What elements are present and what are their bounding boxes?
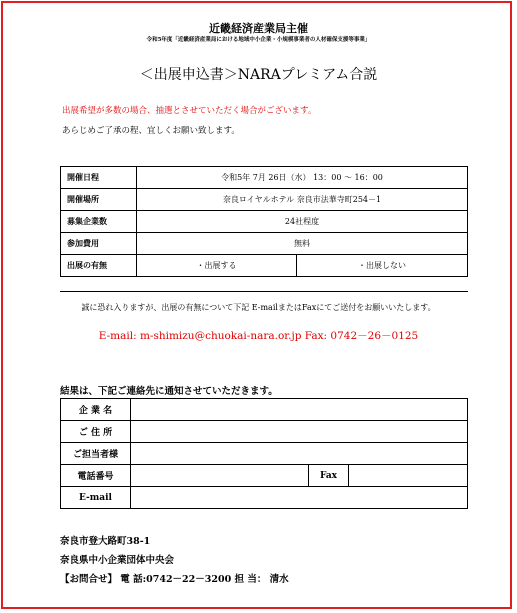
contact-line: E-mail: m-shimizu@chuokai-nara.or.jp Fax: 0742－26－0125: [98, 330, 419, 342]
lottery-warning: 出展希望が多数の場合、抽選とさせていただく場合がございます。: [62, 106, 317, 116]
person-label: ご担当者様: [61, 443, 131, 465]
table-row: [61, 255, 468, 277]
person-field[interactable]: [131, 443, 468, 465]
company-field[interactable]: [131, 399, 468, 421]
table-row: [61, 211, 468, 233]
date-value: 令和5年 7月 26日（水） 13：00 ～ 16：00: [137, 167, 468, 189]
request-note: 誠に恐れ入りますが、出展の有無について下記 E-mailまたはFaxにてご送付をお願いいたします。: [81, 303, 436, 312]
company-label: 企 業 名: [61, 399, 131, 421]
fee-value: 無料: [137, 233, 468, 255]
organizer: 近畿経済産業局主催: [209, 22, 308, 35]
phone-label: 電話番号: [61, 465, 131, 487]
table-row: [61, 421, 468, 443]
table-row: [61, 443, 468, 465]
divider: [60, 291, 468, 292]
email-field[interactable]: [131, 487, 468, 509]
date-label: 開催日程: [61, 167, 137, 189]
attend-label: 出展の有無: [61, 255, 137, 277]
table-row: [61, 233, 468, 255]
notify-text: 結果は、下記ご連絡先に通知させていただきます。: [60, 386, 278, 397]
table-row: [61, 465, 468, 487]
fax-label: Fax: [309, 465, 349, 487]
table-row: [61, 487, 468, 509]
count-label: 募集企業数: [61, 211, 137, 233]
contact-form-table: [60, 398, 468, 509]
footer-organization: 奈良県中小企業団体中央会: [60, 555, 175, 566]
project-subtitle: 令和5年度「近畿経済産業局における地域中小企業・小規模事業者の人材確保支援等事業」: [146, 37, 371, 43]
fax-field[interactable]: [349, 465, 468, 487]
table-row: [61, 189, 468, 211]
table-row: [61, 399, 468, 421]
table-row: [61, 167, 468, 189]
footer-inquiry: 【お問合せ】 電 話:0742－22－3200 担 当： 清水: [60, 574, 289, 585]
footer-address: 奈良市登大路町38-1: [60, 536, 151, 547]
attend-yes-option[interactable]: ・出展する: [137, 255, 297, 277]
place-label: 開催場所: [61, 189, 137, 211]
count-value: 24社程度: [137, 211, 468, 233]
email-label: E-mail: [61, 487, 131, 509]
fee-label: 参加費用: [61, 233, 137, 255]
phone-field[interactable]: [131, 465, 309, 487]
document-title: ＜出展申込書＞NARAプレミアム合説: [139, 67, 378, 83]
place-value: 奈良ロイヤルホテル 奈良市法華寺町254－1: [137, 189, 468, 211]
address-label: ご 住 所: [61, 421, 131, 443]
attend-no-option[interactable]: ・出展しない: [297, 255, 468, 277]
event-table: [60, 166, 468, 277]
address-field[interactable]: [131, 421, 468, 443]
acknowledgement: あらじめご了承の程、宜しくお願い致します。: [62, 126, 240, 136]
